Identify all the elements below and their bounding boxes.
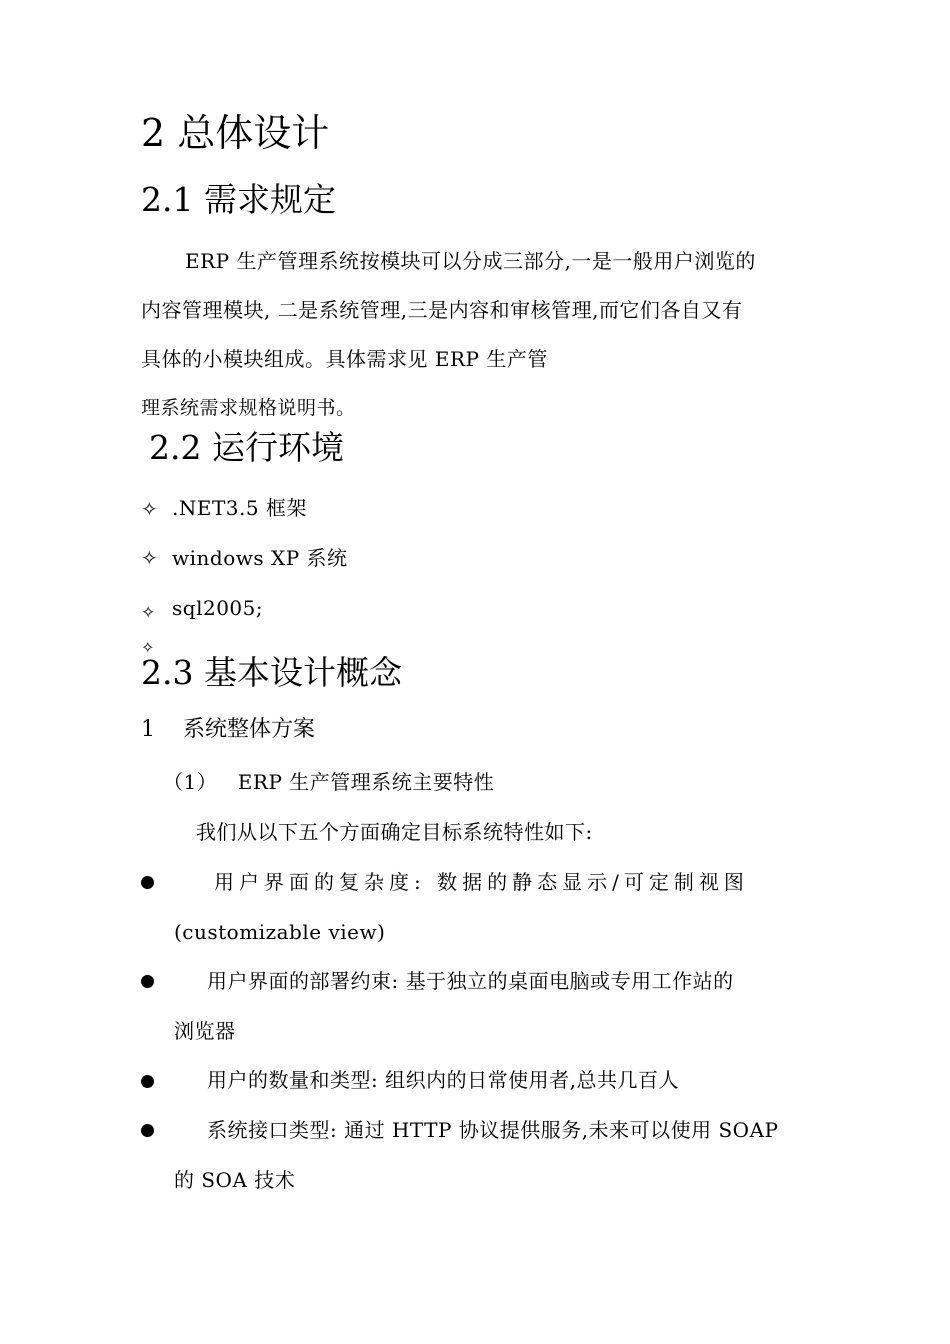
bullet-dot-icon [141, 1075, 154, 1088]
subsection-overall-plan: 1 系统整体方案 [141, 717, 315, 742]
feature-ui-deployment-cont: 浏览器 [174, 1019, 236, 1043]
diamond-bullet-icon: ✧ [141, 497, 158, 521]
bullet-dot-icon [141, 1124, 154, 1137]
subsection-main-features: （1） ERP 生产管理系统主要特性 [163, 770, 495, 794]
section-title-concept: 2.3 基本设计概念 [141, 653, 402, 692]
requirements-line-2: 内容管理模块, 二是系统管理,三是内容和审核管理,而它们各自又有 [141, 298, 743, 322]
bullet-dot-icon [141, 975, 154, 988]
requirements-line-3: 具体的小模块组成。具体需求见 ERP 生产管 [141, 347, 548, 371]
environment-item-sql: sql2005; [172, 596, 264, 620]
diamond-bullet-icon: ✧ [141, 638, 155, 657]
feature-interface-type: 系统接口类型: 通过 HTTP 协议提供服务,未来可以使用 SOAP [207, 1118, 779, 1142]
diamond-bullet-icon: ✧ [141, 603, 156, 623]
features-intro: 我们从以下五个方面确定目标系统特性如下: [196, 820, 593, 844]
diamond-bullet-icon: ✧ [141, 546, 158, 570]
feature-ui-complexity: 用户界面的复杂度: 数据的静态显示/可定制视图 [214, 870, 749, 894]
requirements-line-4: 理系统需求规格说明书。 [141, 397, 356, 419]
feature-interface-type-cont: 的 SOA 技术 [174, 1168, 296, 1192]
feature-ui-complexity-cont: (customizable view) [174, 920, 386, 944]
section-title-requirements: 2.1 需求规定 [141, 180, 336, 219]
feature-users: 用户的数量和类型: 组织内的日常使用者,总共几百人 [207, 1068, 679, 1092]
requirements-line-1: ERP 生产管理系统按模块可以分成三部分,一是一般用户浏览的 [185, 249, 756, 273]
chapter-title: 2 总体设计 [141, 111, 330, 155]
environment-item-windows: windows XP 系统 [172, 546, 348, 570]
environment-item-dotnet: .NET3.5 框架 [172, 496, 307, 520]
feature-ui-deployment: 用户界面的部署约束: 基于独立的桌面电脑或专用工作站的 [207, 969, 734, 993]
bullet-dot-icon [141, 876, 154, 889]
section-title-environment: 2.2 运行环境 [149, 428, 344, 467]
